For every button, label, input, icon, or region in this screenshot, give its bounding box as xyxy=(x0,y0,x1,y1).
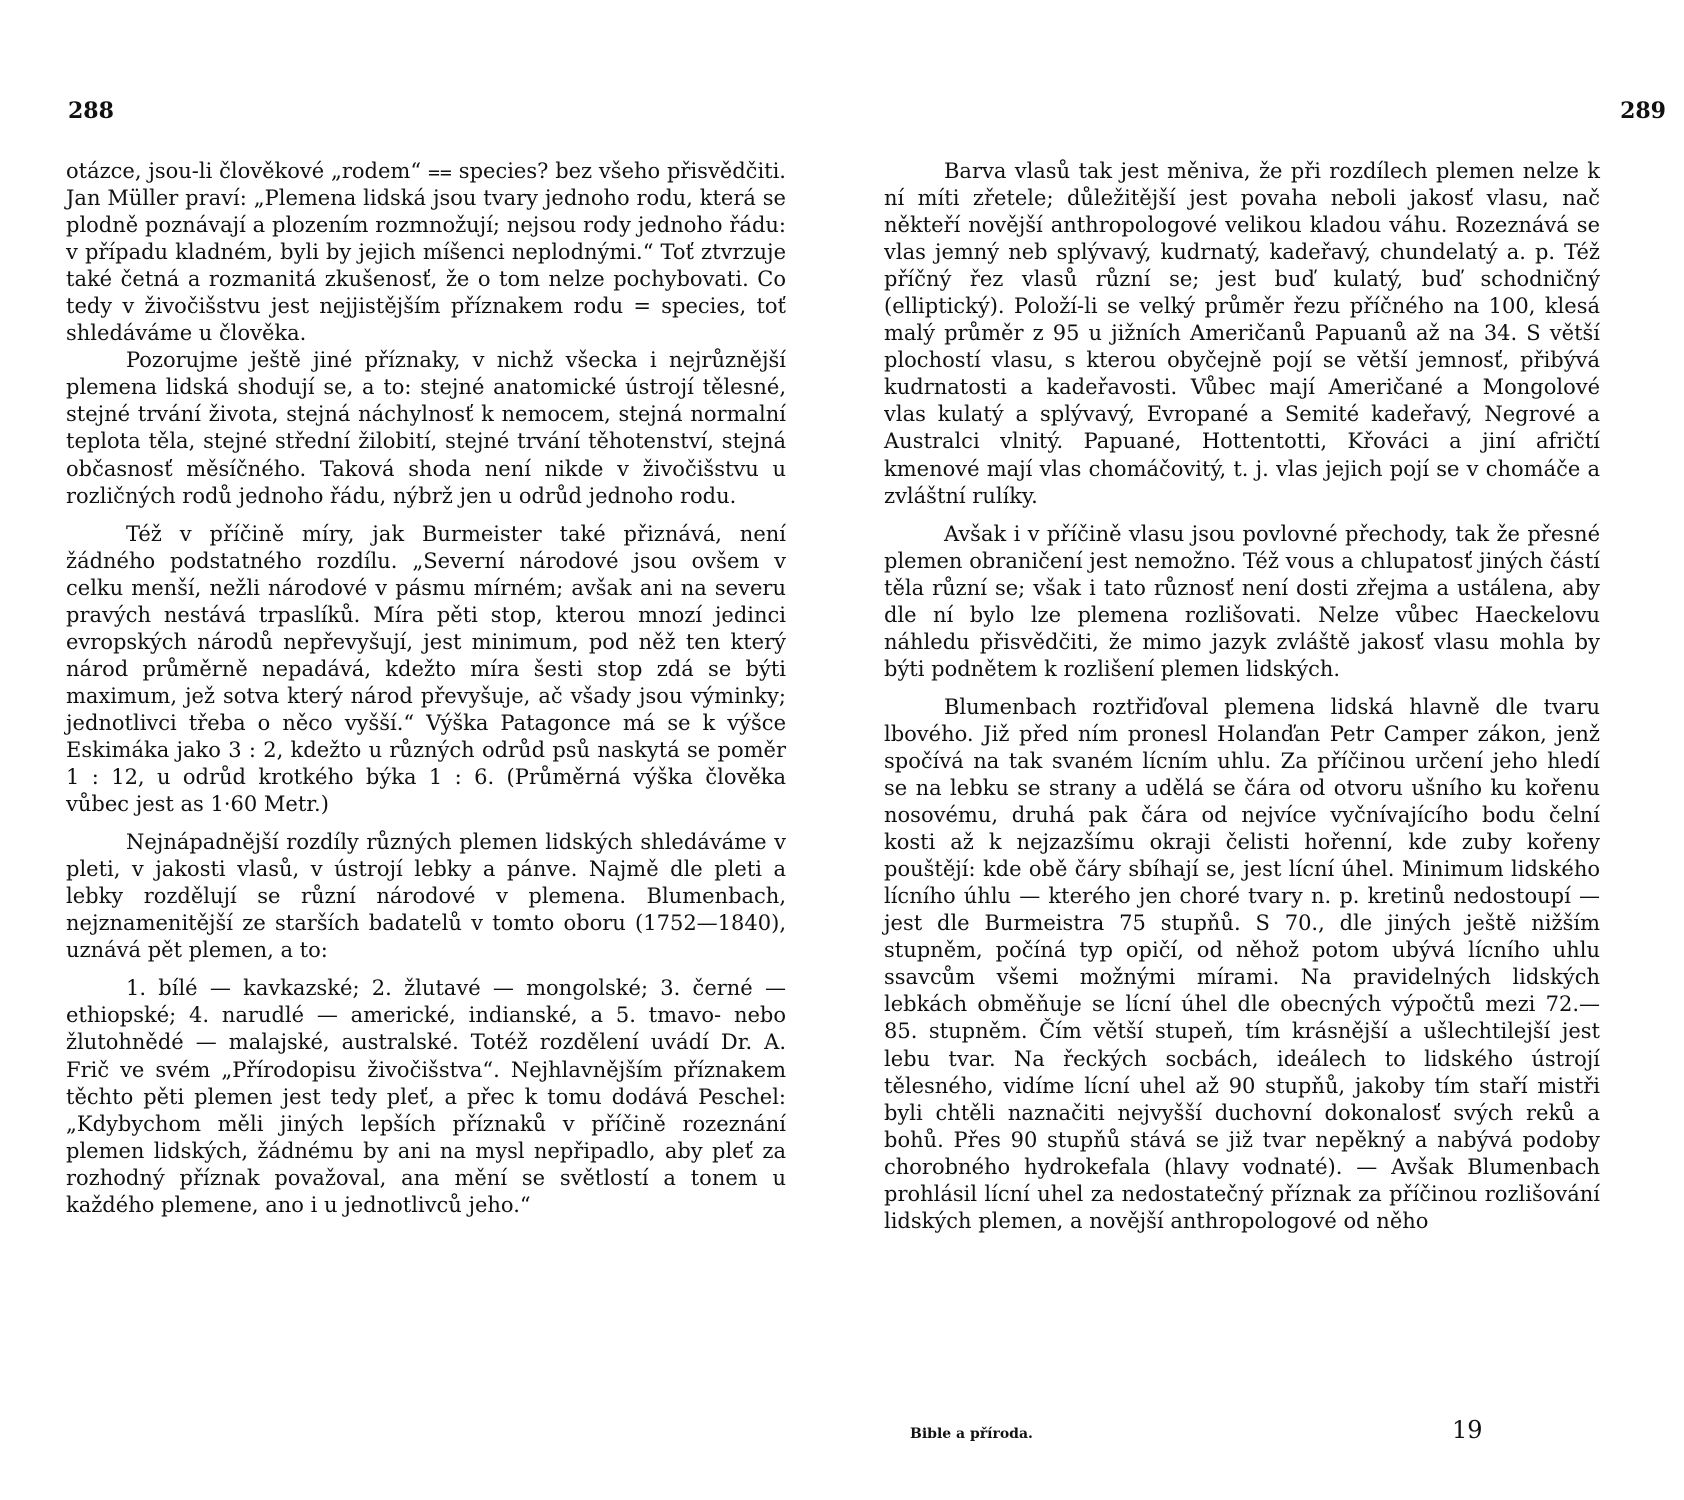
paragraph: Avšak i v příčině vlasu jsou povlovné přechody, tak že přesné plemen obraničení jest nemožno. Též vous a chlupatosť jiných částí těla různí se; však i tato různosť není dosti zřejma a ustálena, aby dle ní bylo lze plemena rozlišovati. Nelze vůbec Haeckelovu náhledu přisvědčiti, že mimo jazyk zvláště jakosť vlasu mohla by býti podnětem k rozlišení plemen lidských. xyxy=(884,521,1600,681)
paragraph: otázce, jsou-li člověkové „rodem“ ⩵ species? bez všeho přisvědčiti. Jan Müller praví: „Plemena lidská jsou tvary jednoho rodu, která se plodně poznávají a plozením rozmnožují; nejsou rody jednoho řádu: v případu kladném, byli by jejich míšenci neplodnými.“ Toť ztvrzuje také četná a rozmanitá zkušenosť, že o tom nelze pochybovati. Co tedy v živočišstvu jest nejjistějším příznakem rodu = species, toť shledáváme u člověka. xyxy=(66,159,786,346)
paragraph: Též v příčině míry, jak Burmeister také přiznává, není žádného podstatného rozdílu. „Severní národové jsou ovšem v celku menší, nežli národové v pásmu mírném; avšak ani na severu pravých nestává trpaslíků. Míra pěti stop, kterou mnozí jedinci evropských národů nepřevyšují, jest minimum, pod něž ten který národ průměrně nepadává, kdežto míra šesti stop zdá se býti maximum, jež sotva který národ převyšuje, ač všady jsou výminky; jednotlivci třeba o něco vyšší.“ Výška Patagonce má se k výšce Eskimáka jako 3 : 2, kdežto u různých odrůd psů naskytá se poměr 1 : 12, u odrůd krotkého býka 1 : 6. (Průměrná výška člověka vůbec jest as 1·60 Metr.) xyxy=(66,521,786,817)
paragraph: Blumenbach roztřiďoval plemena lidská hlavně dle tvaru lbového. Již před ním pronesl Holanďan Petr Camper zákon, jenž spočívá na tak svaném lícním uhlu. Za příčinou určení jeho hledí se na lebku se strany a udělá se čára od otvoru ušního ku kořenu nosovému, druhá pak čára od nejvíce vyčnívajícího bodu čelní kosti až k nejzazšímu okraji čelisti hořenní, kde zuby kořeny pouštějí: kde obě čáry sbíhají se, jest lícní úhel. Minimum lidského lícního úhlu — kterého jen choré tvary n. p. kretinů nedostoupí — jest dle Burmeistra 75 stupňů. S 70., dle jiných ještě nižším stupněm, počíná typ opičí, od něhož potom ubývá lícního uhlu ssavcům všemi možnými mírami. Na pravidelných lidských lebkách obměňuje se lícní úhel dle obecných výpočtů mezi 72.—85. stupněm. Čím větší stupeň, tím krásnější a ušlechtilejší jest lebu tvar. Na řeckých socbách, ideálech to lidského ústrojí tělesného, vidíme lícní uhel až 90 stupňů, jakoby tím staří mistři byli chtěli naznačiti nejvyšší duchovní dokonalosť svých reků a bohů. Přes 90 stupňů stává se již tvar nepěkný a nabývá podoby chorobného hydrokefala (hlavy vodnaté). — Avšak Blumenbach prohlásil lícní uhel za nedostatečný příznak za příčinou rozlišování lidských plemen, a novější anthropologové od něho xyxy=(884,694,1600,1233)
paragraph: Nejnápadnější rozdíly různých plemen lidských shledáváme v pleti, v jakosti vlasů, v ústrojí lebky a pánve. Najmě dle pleti a lebky rozdělují se různí národové v plemena. Blumenbach, nejznamenitější ze starších badatelů v tomto oboru (1752—1840), uznává pět plemen, a to: xyxy=(66,830,786,963)
right-page xyxy=(842,0,1684,1500)
page-number: 289 xyxy=(1620,98,1666,124)
page-number: 288 xyxy=(68,98,114,124)
footer-signature: Bible a příroda. xyxy=(910,1426,1033,1442)
paragraph: Pozorujme ještě jiné příznaky, v nichž všecka i nejrůznější plemena lidská shodují se, a to: stejné anatomické ústrojí tělesné, stejné trvání života, stejná náchylnosť k nemocem, stejná normalní teplota těla, stejné střední žilobití, stejné trvání těhotenství, stejná občasnosť měsíčného. Taková shoda není nikde v živočišstvu u rozličných rodů jednoho řádu, nýbrž jen u odrůd jednoho rodu. xyxy=(66,348,786,508)
paragraph: Barva vlasů tak jest měniva, že při rozdílech plemen nelze k ní míti zřetele; důležitější jest povaha neboli jakosť vlasu, nač někteří novější anthropologové velikou kladou váhu. Rozeznává se vlas jemný neb splývavý, kudrnatý, kadeřavý, chundelatý a. p. Též příčný řez vlasů různí se; jest buď kulatý, buď schodničný (elliptický). Položí-li se velký průměr řezu příčného na 100, klesá malý průměr z 95 u jižních Američanů Papuanů až na 34. S větší plochostí vlasu, s kterou obyčejně pojí se větší jemnosť, přibývá kudrnatosti a kadeřavosti. Vůbec mají Američané a Mongolové vlas kulatý a splývavý, Evropané a Semité kadeřavý, Negrové a Australci vlnitý. Papuané, Hottentotti, Křováci a jiní afričtí kmenové mají vlas chomáčovitý, t. j. vlas jejich pojí se v chomáče a zvláštní rulíky. xyxy=(884,159,1600,508)
left-text-column xyxy=(66,158,786,1219)
right-text-column xyxy=(884,158,1600,1235)
paragraph: 1. bílé — kavkazské; 2. žlutavé — mongolské; 3. černé — ethiopské; 4. narudlé — americké, indianské, a 5. tmavo- nebo žlutohnědé — malajské, australské. Totéž rozdělení uvádí Dr. A. Frič ve svém „Přírodopisu živočišstva“. Nejhlavnějším příznakem těchto pěti plemen jest tedy pleť, a přec k tomu dodává Peschel: „Kdybychom měli jiných lepších příznaků v příčině rozeznání plemen lidských, žádnému by ani na mysl nepřipadlo, aby pleť za rozhodný příznak považoval, ana mění se světlostí a tonem u každého plemene, ano i u jednotlivců jeho.“ xyxy=(66,976,786,1217)
footer-sheet-number: 19 xyxy=(1452,1416,1483,1444)
